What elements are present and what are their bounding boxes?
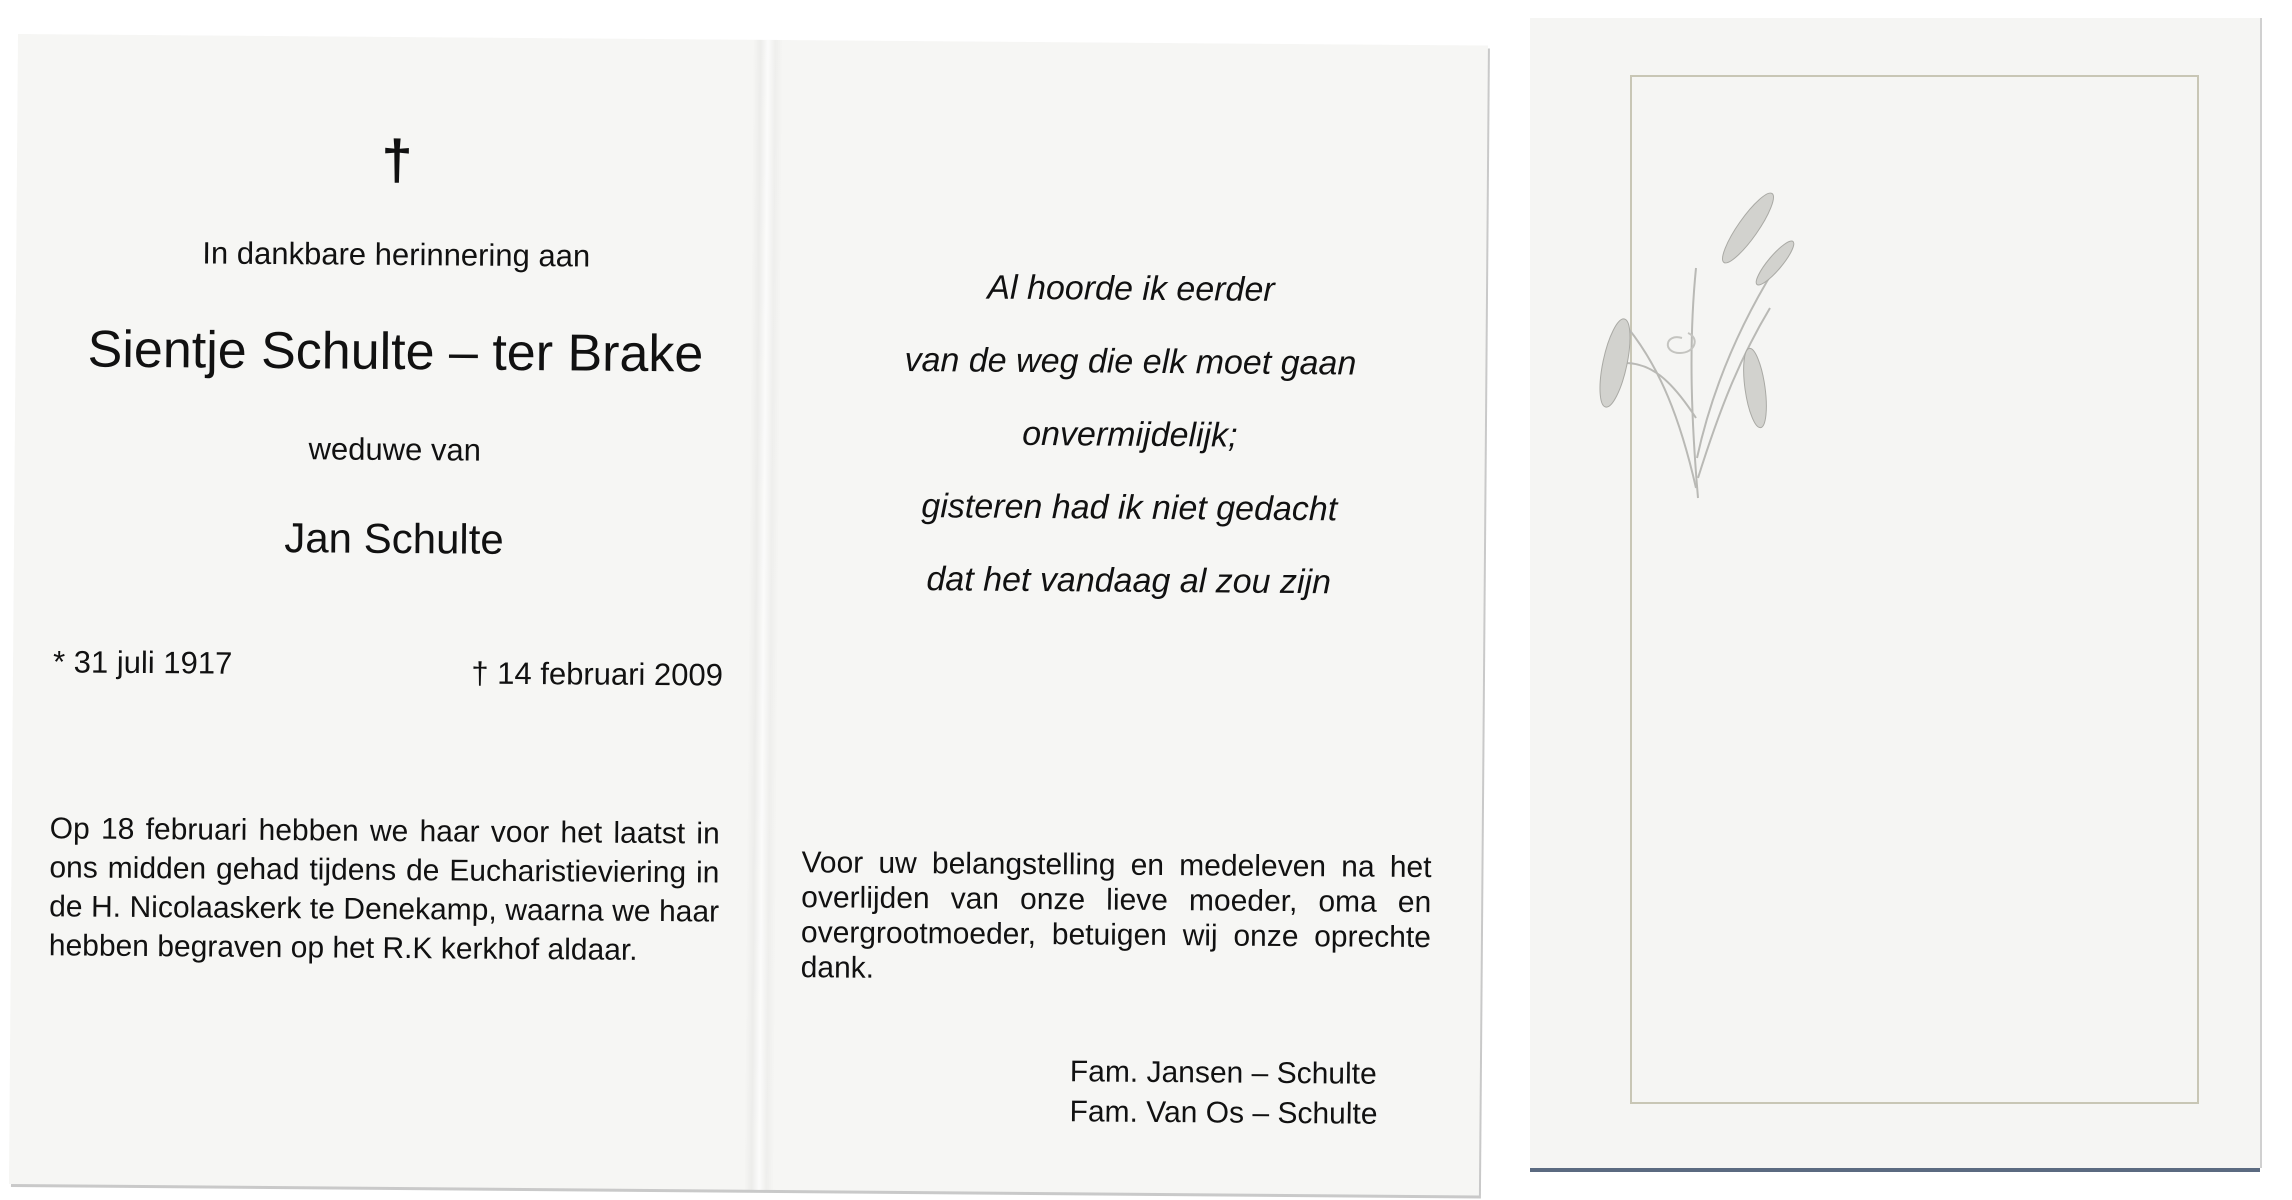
thanks-paragraph: Voor uw belangstelling en medeleven na het overlijden van onze lieve moeder, oma en overgrootmoeder, betuigen wij onze oprechte dank.: [800, 846, 1432, 985]
memorial-card-cover: [1530, 18, 2260, 1168]
poem-line: gisteren had ik niet gedacht: [921, 487, 1338, 529]
signature-line: Fam. Jansen – Schulte: [1069, 1055, 1377, 1091]
birth-date: * 31 juli 1917: [52, 644, 233, 681]
signature-line: Fam. Van Os – Schulte: [1069, 1095, 1378, 1131]
death-date: † 14 februari 2009: [471, 655, 724, 693]
right-page: [769, 40, 1488, 1196]
wheat-icon: [1570, 158, 1810, 518]
family-signatures: [1069, 1052, 1378, 1134]
poem-line: van de weg die elk moet gaan: [904, 340, 1357, 383]
left-page: [9, 34, 778, 1190]
poem-line: dat het vandaag al zou zijn: [926, 560, 1332, 602]
poem: [773, 250, 1486, 621]
funeral-paragraph: Op 18 februari hebben we haar voor het laatst in ons midden gehad tijdens de Eucharistieviering in de H. Nicolaaskerk te Denekamp, waarna we haar hebben begraven op het R.K kerkhof aldaar.: [48, 812, 720, 967]
deceased-name: Sientje Schulte – ter Brake: [87, 320, 704, 384]
husband-name: Jan Schulte: [284, 514, 504, 563]
widow-of-text: weduwe van: [308, 431, 482, 468]
memorial-card-inside: [9, 34, 1488, 1196]
poem-line: Al hoorde ik eerder: [987, 268, 1275, 309]
poem-line: onvermijdelijk;: [1022, 414, 1238, 455]
cross-symbol: †: [381, 127, 413, 192]
intro-text: In dankbare herinnering aan: [202, 235, 591, 274]
